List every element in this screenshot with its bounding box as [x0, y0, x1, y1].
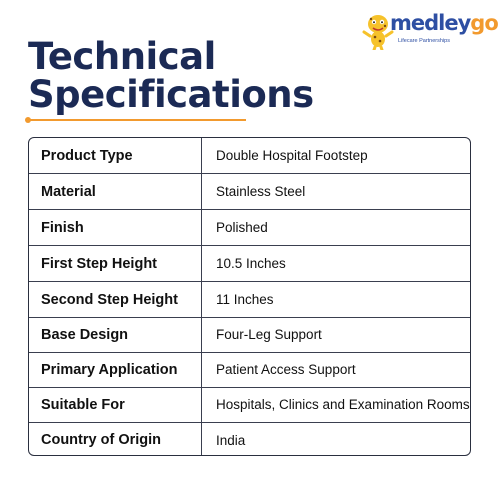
spec-value: 11 Inches	[216, 292, 274, 307]
brand-wordmark	[390, 11, 498, 35]
spec-label: Primary Application	[41, 361, 178, 378]
brand-tagline: Lifecare Partnerships	[398, 38, 450, 44]
specifications-table	[28, 137, 471, 456]
spec-value: Patient Access Support	[216, 362, 356, 377]
brand-name-main: medley	[390, 11, 471, 35]
table-row	[29, 387, 470, 423]
spec-label: Material	[41, 183, 96, 200]
page-title	[28, 35, 314, 116]
spec-label: Base Design	[41, 326, 129, 343]
title-underline	[28, 119, 246, 121]
table-row	[29, 352, 470, 388]
table-row	[29, 210, 470, 246]
table-row	[29, 282, 470, 318]
spec-value: Double Hospital Footstep	[216, 148, 368, 163]
spec-label: Suitable For	[41, 396, 125, 413]
spec-label: Country of Origin	[41, 432, 162, 448]
spec-label: First Step Height	[41, 255, 158, 272]
spec-value: India	[216, 432, 246, 448]
spec-value: Polished	[216, 220, 268, 235]
spec-label: Second Step Height	[41, 291, 178, 308]
spec-label: Product Type	[41, 147, 133, 164]
spec-value: Hospitals, Clinics and Examination Rooms	[216, 397, 470, 412]
spec-label: Finish	[41, 219, 84, 236]
table-row	[29, 138, 470, 174]
spec-value: Four-Leg Support	[216, 327, 322, 342]
brand-logo	[360, 10, 498, 50]
page-title-line-1: Technical	[28, 35, 216, 78]
brand-name-accent: go	[470, 11, 498, 35]
spec-value: Stainless Steel	[216, 184, 306, 199]
page-title-line-2: Specifications	[28, 73, 314, 116]
table-row	[29, 246, 470, 282]
spec-value: 10.5 Inches	[216, 256, 286, 271]
table-row	[29, 174, 470, 210]
table-row	[29, 317, 470, 353]
table-row	[29, 422, 470, 456]
